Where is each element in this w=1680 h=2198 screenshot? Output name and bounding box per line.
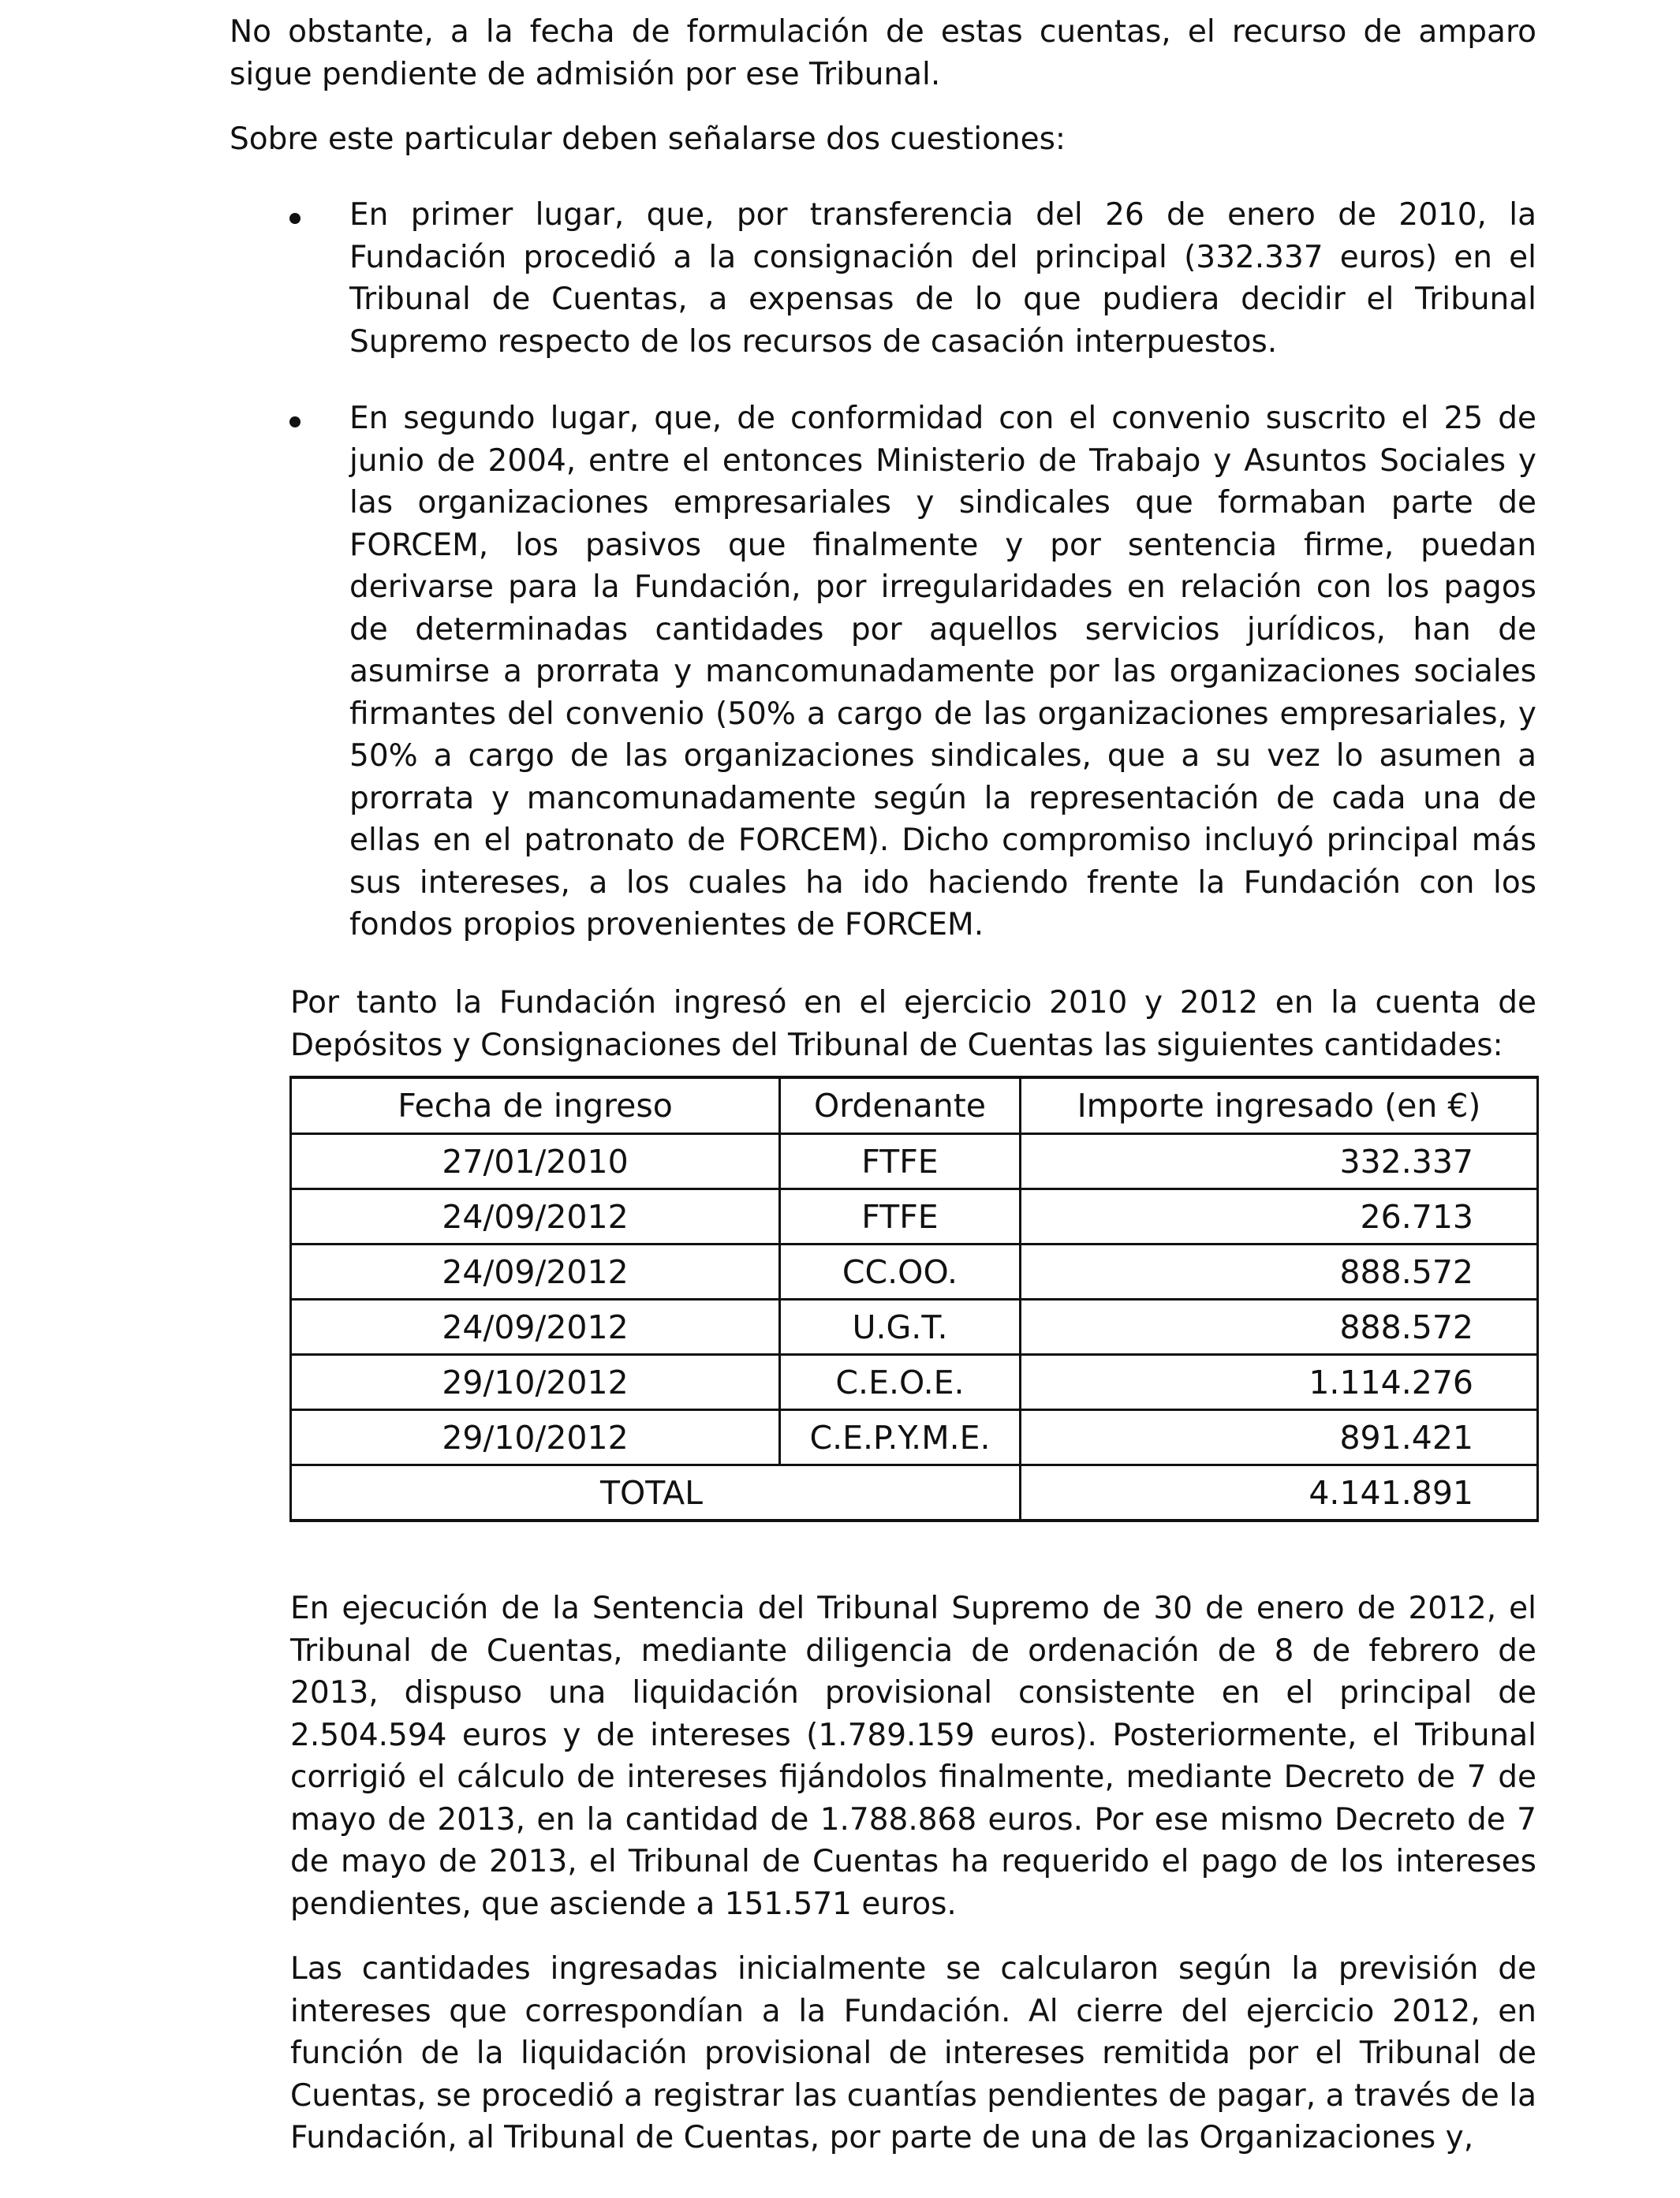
cell-fecha: 24/09/2012 bbox=[291, 1189, 780, 1245]
table-header-row bbox=[291, 1077, 1538, 1134]
bullet-marker-2 bbox=[289, 416, 301, 427]
cell-ordenante: CC.OO. bbox=[780, 1245, 1021, 1300]
table-row bbox=[291, 1410, 1538, 1465]
cell-ordenante: C.E.P.Y.M.E. bbox=[780, 1410, 1021, 1465]
table-total-row bbox=[291, 1465, 1538, 1521]
table-row bbox=[291, 1189, 1538, 1245]
total-label: TOTAL bbox=[291, 1465, 1021, 1521]
cell-importe: 888.572 bbox=[1021, 1300, 1538, 1355]
table-row bbox=[291, 1300, 1538, 1355]
header-ordenante: Ordenante bbox=[780, 1077, 1021, 1134]
header-fecha: Fecha de ingreso bbox=[291, 1077, 780, 1134]
cell-ordenante: FTFE bbox=[780, 1134, 1021, 1189]
ejecucion-paragraph: En ejecución de la Sentencia del Tribunal Supremo de 30 de enero de 2012, el Tribunal de Cuentas, mediante diligencia de ordenación de 8 de febrero de 2013, dispuso una liquidación provisional consistente en el principal de 2.504.594 euros y de intereses (1.789.159 euros). Posteriormente, el Tribunal corrigió el cálculo de intereses fijándolos finalmente, mediante Decreto de 7 de mayo de 2013, en la cantidad de 1.788.868 euros. Por ese mismo Decreto de 7 de mayo de 2013, el Tribunal de Cuentas ha requerido el pago de los intereses pendientes, que asciende a 151.571 euros. bbox=[290, 1591, 1536, 1922]
intro-paragraph: No obstante, a la fecha de formulación de estas cuentas, el recurso de amparo sigue pendiente de admisión por ese Tribunal. bbox=[230, 14, 1536, 92]
cell-importe: 26.713 bbox=[1021, 1189, 1538, 1245]
cell-importe: 888.572 bbox=[1021, 1245, 1538, 1300]
cell-importe: 891.421 bbox=[1021, 1410, 1538, 1465]
deposits-table bbox=[289, 1076, 1539, 1522]
cell-ordenante: C.E.O.E. bbox=[780, 1355, 1021, 1410]
header-importe: Importe ingresado (en €) bbox=[1021, 1077, 1538, 1134]
cell-importe: 1.114.276 bbox=[1021, 1355, 1538, 1410]
table-row bbox=[291, 1355, 1538, 1410]
table-row bbox=[291, 1245, 1538, 1300]
cell-fecha: 24/09/2012 bbox=[291, 1300, 780, 1355]
cell-fecha: 24/09/2012 bbox=[291, 1245, 780, 1300]
bullet-item-2: En segundo lugar, que, de conformidad con el convenio suscrito el 25 de junio de 2004, entre el entonces Ministerio de Trabajo y Asuntos Sociales y las organizaciones empresariales y sindicales que formaban parte de FORCEM, los pasivos que finalmente y por sentencia firme, puedan derivarse para la Fundación, por irregularidades en relación con los pagos de determinadas cantidades por aquellos servicios jurídicos, han de asumirse a prorrata y mancomunadamente por las organizaciones sociales firmantes del convenio (50% a cargo de las organizaciones empresariales, y 50% a cargo de las organizaciones sindicales, que a su vez lo asumen a prorrata y mancomunadamente según la representación de cada una de ellas en el patronato de FORCEM). Dicho compromiso incluyó principal más sus intereses, a los cuales ha ido haciendo frente la Fundación con los fondos propios provenientes de FORCEM. bbox=[349, 401, 1536, 942]
cell-fecha: 27/01/2010 bbox=[291, 1134, 780, 1189]
cell-fecha: 29/10/2012 bbox=[291, 1410, 780, 1465]
por-tanto-paragraph: Por tanto la Fundación ingresó en el ejercicio 2010 y 2012 en la cuenta de Depósitos y Consignaciones del Tribunal de Cuentas las siguientes cantidades: bbox=[290, 985, 1536, 1063]
cell-fecha: 29/10/2012 bbox=[291, 1355, 780, 1410]
cell-importe: 332.337 bbox=[1021, 1134, 1538, 1189]
bullet-item-1: En primer lugar, que, por transferencia del 26 de enero de 2010, la Fundación procedió a la consignación del principal (332.337 euros) en el Tribunal de Cuentas, a expensas de lo que pudiera decidir el Tribunal Supremo respecto de los recursos de casación interpuestos. bbox=[349, 197, 1536, 360]
lead-paragraph: Sobre este particular deben señalarse dos cuestiones: bbox=[230, 121, 1066, 157]
bullet-marker-1 bbox=[289, 213, 301, 224]
cell-ordenante: FTFE bbox=[780, 1189, 1021, 1245]
total-value: 4.141.891 bbox=[1021, 1465, 1538, 1521]
table-row bbox=[291, 1134, 1538, 1189]
cantidades-paragraph: Las cantidades ingresadas inicialmente se calcularon según la previsión de intereses que correspondían a la Fundación. Al cierre del ejercicio 2012, en función de la liquidación provisional de intereses remitida por el Tribunal de Cuentas, se procedió a registrar las cuantías pendientes de pagar, a través de la Fundación, al Tribunal de Cuentas, por parte de una de las Organizaciones y, bbox=[290, 1951, 1536, 2155]
cell-ordenante: U.G.T. bbox=[780, 1300, 1021, 1355]
